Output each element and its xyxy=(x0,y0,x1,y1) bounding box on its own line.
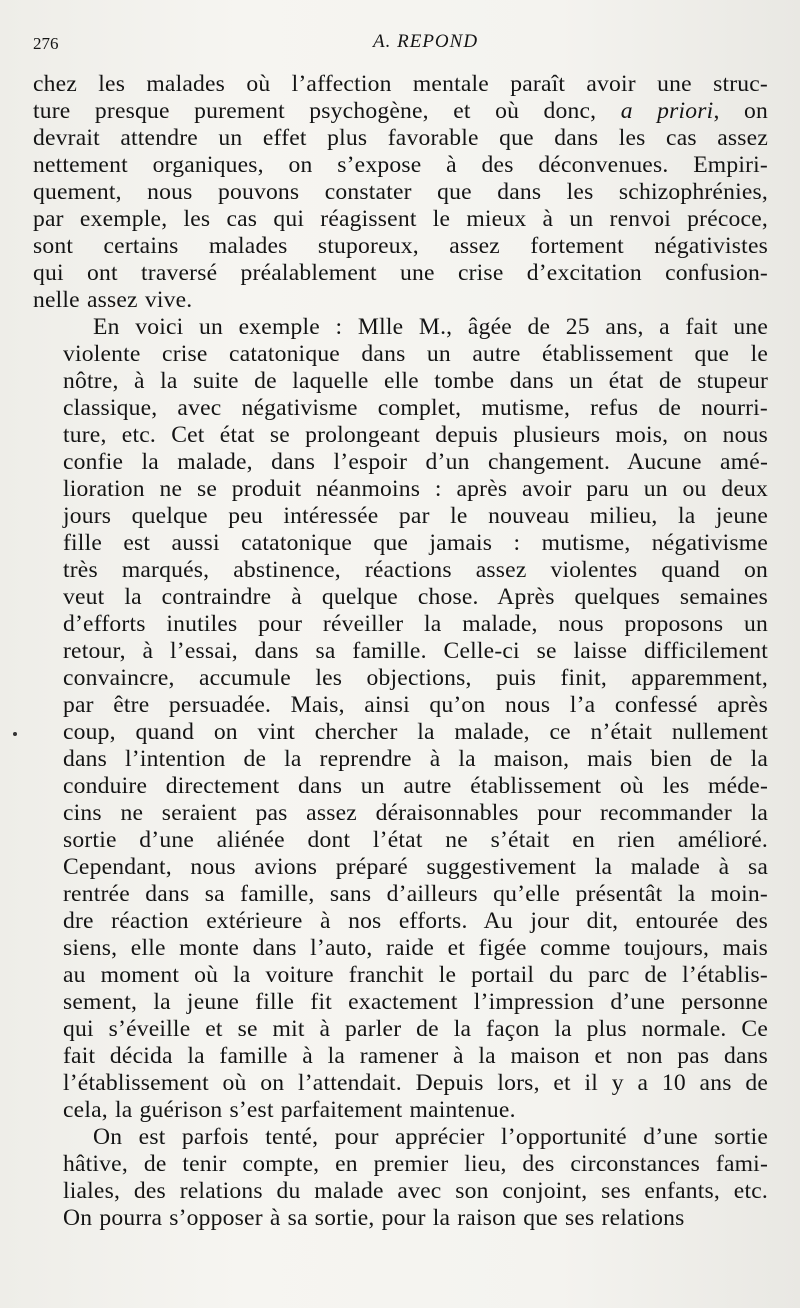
body-text xyxy=(33,71,768,1232)
text-line: l’établissement où on l’attendait. Depuis lors, et il y a 10 ans de xyxy=(63,1070,768,1096)
text-line: cela, la guérison s’est parfaitement maintenue. xyxy=(63,1097,516,1123)
text-line: hâtive, de tenir compte, en premier lieu, des circonstances fami- xyxy=(63,1151,768,1177)
text-line: classique, avec négativisme complet, mutisme, refus de nourri- xyxy=(63,395,768,421)
text-line: rentrée dans sa famille, sans d’ailleurs qu’elle présentât la moin- xyxy=(63,881,768,907)
text-line: conduire directement dans un autre établissement où les méde- xyxy=(63,773,768,799)
text-line: nelle assez vive. xyxy=(33,287,193,313)
text-line: violente crise catatonique dans un autre établissement que le xyxy=(63,341,768,367)
text-line: dans l’intention de la reprendre à la maison, mais bien de la xyxy=(63,746,768,772)
text-line: convaincre, accumule les objections, puis finit, apparemment, xyxy=(63,665,768,691)
text-line: sont certains malades stuporeux, assez fortement négativistes xyxy=(33,233,768,259)
text-line: sortie d’une aliénée dont l’état ne s’était en rien amélioré. xyxy=(63,827,768,853)
text-line: On est parfois tenté, pour apprécier l’opportunité d’une sortie xyxy=(93,1124,768,1150)
text-line: sement, la jeune fille fit exactement l’impression d’une personne xyxy=(63,989,768,1015)
text-line: ture, etc. Cet état se prolongeant depuis plusieurs mois, on nous xyxy=(63,422,768,448)
text-line: fille est aussi catatonique que jamais : mutisme, négativisme xyxy=(63,530,768,556)
paragraph xyxy=(33,71,768,314)
text-line: par exemple, les cas qui réagissent le mieux à un renvoi précoce, xyxy=(33,206,768,232)
text-line: retour, à l’essai, dans sa famille. Celle-ci se laisse difficilement xyxy=(63,638,768,664)
page-header xyxy=(33,30,783,60)
text-line: devrait attendre un effet plus favorable que dans les cas assez xyxy=(33,125,768,151)
text-line: siens, elle monte dans l’auto, raide et figée comme toujours, mais xyxy=(63,935,768,961)
text-line: confie la malade, dans l’espoir d’un changement. Aucune amé- xyxy=(63,449,768,475)
text-line: qui s’éveille et se mit à parler de la façon la plus normale. Ce xyxy=(63,1016,768,1042)
text-line: On pourra s’opposer à sa sortie, pour la raison que ses relations xyxy=(63,1205,685,1231)
text-line: nettement organiques, on s’expose à des déconvenues. Empiri- xyxy=(33,152,768,178)
text-line: dre réaction extérieure à nos efforts. Au jour dit, entourée des xyxy=(63,908,768,934)
text-line: Cependant, nous avions préparé suggestivement la malade à sa xyxy=(63,854,768,880)
text-line: ture presque purement psychogène, et où donc, a priori, on xyxy=(33,98,768,124)
text-line: cins ne seraient pas assez déraisonnables pour recommander la xyxy=(63,800,768,826)
page-number: 276 xyxy=(33,34,59,53)
stray-ink-mark xyxy=(13,732,17,736)
text-line: nôtre, à la suite de laquelle elle tombe dans un état de stupeur xyxy=(63,368,768,394)
text-line: coup, quand on vint chercher la malade, ce n’était nullement xyxy=(63,719,768,745)
text-line: liales, des relations du malade avec son conjoint, ses enfants, etc. xyxy=(63,1178,768,1204)
text-line: qui ont traversé préalablement une crise d’excitation confusion- xyxy=(33,260,768,286)
text-line: d’efforts inutiles pour réveiller la malade, nous proposons un xyxy=(63,611,768,637)
text-line: chez les malades où l’affection mentale paraît avoir une struc- xyxy=(33,71,768,97)
text-line: En voici un exemple : Mlle M., âgée de 25 ans, a fait une xyxy=(93,314,768,340)
text-line: très marqués, abstinence, réactions assez violentes quand on xyxy=(63,557,768,583)
paragraph xyxy=(33,1124,768,1232)
text-line: par être persuadée. Mais, ainsi qu’on nous l’a confessé après xyxy=(63,692,768,718)
text-line: lioration ne se produit néanmoins : après avoir paru un ou deux xyxy=(63,476,768,502)
paragraph xyxy=(33,314,768,1124)
text-line: veut la contraindre à quelque chose. Après quelques semaines xyxy=(63,584,768,610)
running-head: A. REPOND xyxy=(373,31,479,52)
text-line: au moment où la voiture franchit le portail du parc de l’établis- xyxy=(63,962,768,988)
text-line: quement, nous pouvons constater que dans les schizophrénies, xyxy=(33,179,768,205)
text-line: fait décida la famille à la ramener à la maison et non pas dans xyxy=(63,1043,768,1069)
text-line: jours quelque peu intéressée par le nouveau milieu, la jeune xyxy=(63,503,768,529)
